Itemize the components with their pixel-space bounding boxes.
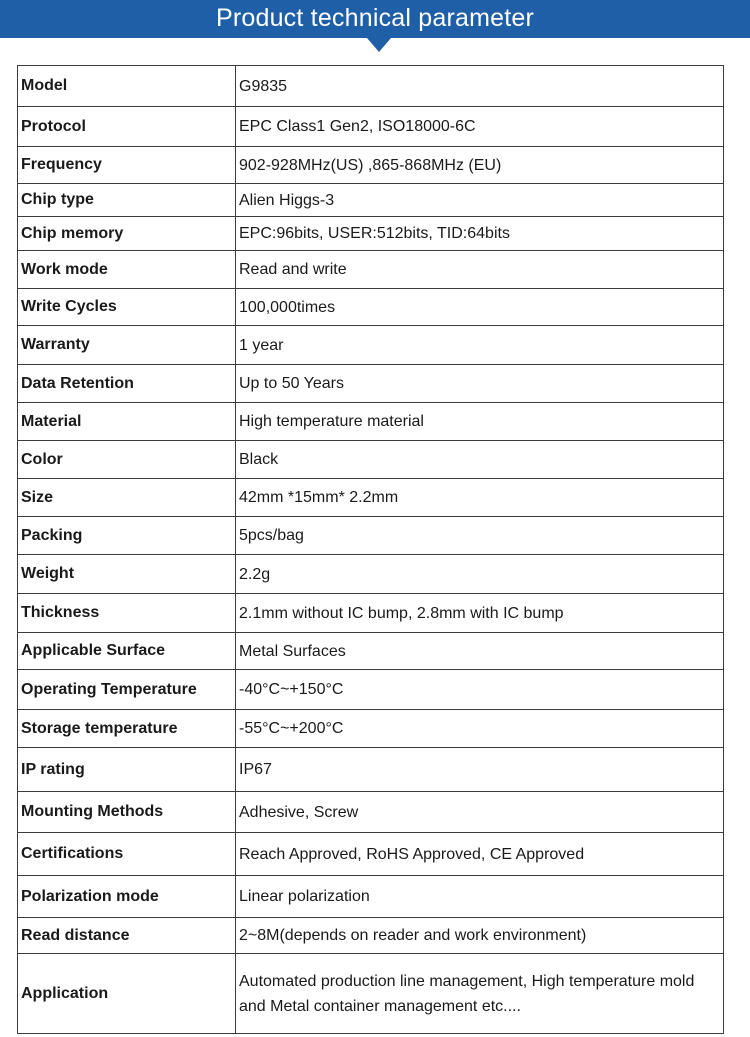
spec-label: Operating Temperature <box>18 670 236 710</box>
spec-label: Color <box>18 441 236 479</box>
table-row <box>18 326 724 365</box>
table-row <box>18 147 724 184</box>
table-row <box>18 251 724 289</box>
spec-value: High temperature material <box>236 403 724 441</box>
spec-label: Mounting Methods <box>18 792 236 833</box>
spec-label: Weight <box>18 555 236 594</box>
spec-table <box>17 65 724 1034</box>
spec-label: Model <box>18 66 236 107</box>
spec-label: Read distance <box>18 918 236 954</box>
spec-value: 42mm *15mm* 2.2mm <box>236 479 724 517</box>
spec-value: Read and write <box>236 251 724 289</box>
spec-value: Automated production line management, High temperature mold and Metal container management etc.... <box>236 954 724 1034</box>
spec-value: 2~8M(depends on reader and work environment) <box>236 918 724 954</box>
table-row <box>18 792 724 833</box>
table-row <box>18 710 724 748</box>
spec-label: Application <box>18 954 236 1034</box>
spec-value: Reach Approved, RoHS Approved, CE Approved <box>236 833 724 876</box>
page-title: Product technical parameter <box>215 4 535 32</box>
table-row <box>18 217 724 251</box>
spec-value: -55°C~+200°C <box>236 710 724 748</box>
spec-value: Black <box>236 441 724 479</box>
table-row <box>18 594 724 633</box>
table-row <box>18 184 724 217</box>
spec-value: 2.2g <box>236 555 724 594</box>
spec-value: 5pcs/bag <box>236 517 724 555</box>
table-row <box>18 403 724 441</box>
spec-label: Frequency <box>18 147 236 184</box>
spec-label: IP rating <box>18 748 236 792</box>
spec-label: Chip memory <box>18 217 236 251</box>
spec-value: EPC Class1 Gen2, ISO18000-6C <box>236 107 724 147</box>
spec-value: 902-928MHz(US) ,865-868MHz (EU) <box>236 147 724 184</box>
spec-value: 2.1mm without IC bump, 2.8mm with IC bump <box>236 594 724 633</box>
spec-label: Work mode <box>18 251 236 289</box>
spec-value: IP67 <box>236 748 724 792</box>
table-row <box>18 517 724 555</box>
spec-label: Applicable Surface <box>18 633 236 670</box>
spec-label: Size <box>18 479 236 517</box>
banner-pointer-arrow <box>367 38 391 52</box>
table-row <box>18 954 724 1034</box>
spec-label: Material <box>18 403 236 441</box>
spec-value: EPC:96bits, USER:512bits, TID:64bits <box>236 217 724 251</box>
table-row <box>18 670 724 710</box>
spec-value: Metal Surfaces <box>236 633 724 670</box>
table-row <box>18 876 724 918</box>
table-row <box>18 633 724 670</box>
spec-value: Adhesive, Screw <box>236 792 724 833</box>
table-row <box>18 833 724 876</box>
spec-label: Storage temperature <box>18 710 236 748</box>
table-row <box>18 555 724 594</box>
spec-label: Data Retention <box>18 365 236 403</box>
table-row <box>18 748 724 792</box>
table-row <box>18 441 724 479</box>
spec-label: Protocol <box>18 107 236 147</box>
spec-label: Write Cycles <box>18 289 236 326</box>
spec-label: Certifications <box>18 833 236 876</box>
table-row <box>18 918 724 954</box>
spec-label: Chip type <box>18 184 236 217</box>
spec-value: Linear polarization <box>236 876 724 918</box>
spec-value: 1 year <box>236 326 724 365</box>
table-row <box>18 365 724 403</box>
spec-label: Thickness <box>18 594 236 633</box>
spec-value: Up to 50 Years <box>236 365 724 403</box>
spec-label: Warranty <box>18 326 236 365</box>
spec-value: 100,000times <box>236 289 724 326</box>
table-row <box>18 107 724 147</box>
spec-label: Polarization mode <box>18 876 236 918</box>
table-row <box>18 289 724 326</box>
spec-value: -40°C~+150°C <box>236 670 724 710</box>
spec-value: G9835 <box>236 66 724 107</box>
spec-value: Alien Higgs-3 <box>236 184 724 217</box>
spec-label: Packing <box>18 517 236 555</box>
table-row <box>18 66 724 107</box>
table-row <box>18 479 724 517</box>
